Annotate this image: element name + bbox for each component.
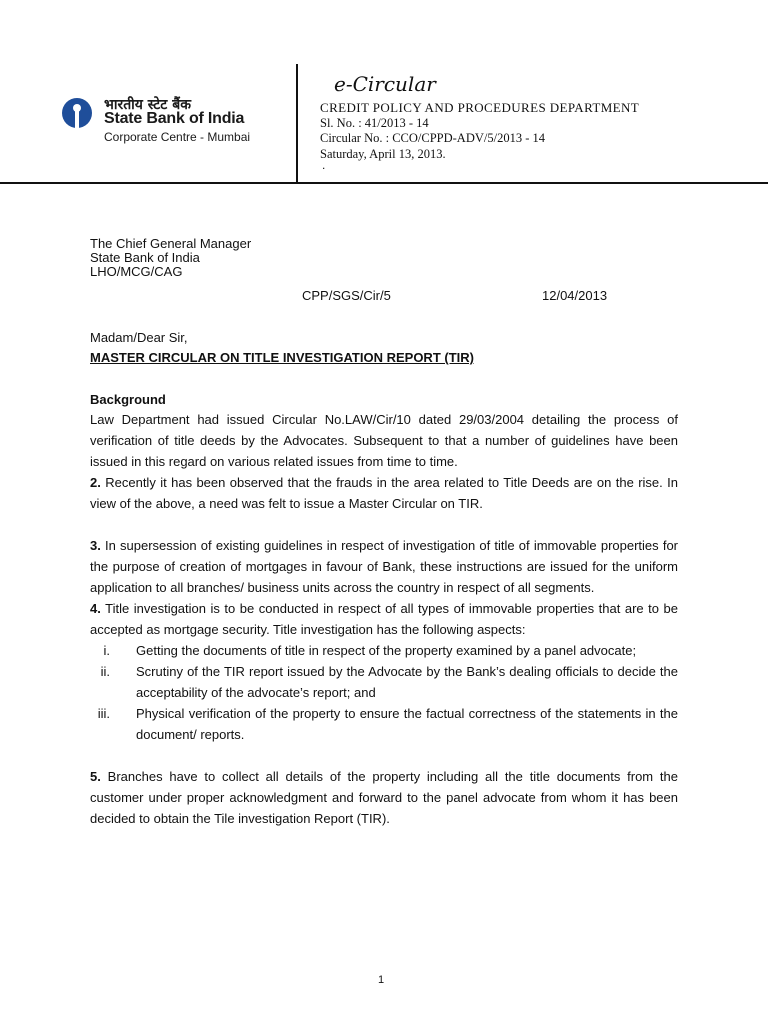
- logo-subtitle: Corporate Centre - Mumbai: [104, 130, 251, 144]
- salutation: Madam/Dear Sir,: [90, 330, 188, 345]
- paragraph-4: [90, 598, 678, 640]
- list-item: [90, 661, 678, 703]
- subject-heading: MASTER CIRCULAR ON TITLE INVESTIGATION REPORT (TIR): [90, 350, 474, 365]
- paragraph-5: [90, 766, 678, 829]
- list-item: [90, 640, 678, 661]
- paragraph-text: Recently it has been observed that the frauds in the area related to Title Deeds are on the rise. In view of the above, a need was felt to issue a Master Circular on TIR.: [90, 475, 678, 511]
- paragraph-number: 2.: [90, 475, 101, 490]
- background-heading: Background: [90, 392, 166, 407]
- reference-number: CPP/SGS/Cir/5: [302, 288, 391, 303]
- department-name: CREDIT POLICY AND PROCEDURES DEPARTMENT: [320, 100, 640, 115]
- list-item-text: Physical verification of the property to ensure the factual correctness of the statements in the document/ reports.: [136, 706, 678, 742]
- circular-date: Saturday, April 13, 2013.: [320, 146, 446, 161]
- paragraph-number: 3.: [90, 538, 101, 553]
- logo-bank-name: State Bank of India: [104, 110, 245, 127]
- paragraph-number: 4.: [90, 601, 101, 616]
- header-dot: .: [322, 158, 326, 172]
- page-number: 1: [378, 974, 385, 986]
- sbi-keyhole-icon: [62, 98, 92, 128]
- list-item-number: iii.: [97, 706, 110, 721]
- reference-date: 12/04/2013: [542, 288, 608, 303]
- aspects-list: [90, 640, 678, 745]
- paragraph-text: Branches have to collect all details of the property including all the title documents from the customer under proper acknowledgment and forward to the panel advocate from whom it has been decided to obtain the Tile investigation Report (TIR).: [90, 769, 678, 826]
- letterhead: [0, 0, 768, 184]
- serial-number: Sl. No. : 41/2013 - 14: [320, 115, 429, 130]
- list-item-text: Getting the documents of title in respect of the property examined by a panel advocate;: [136, 643, 637, 658]
- list-item-number: ii.: [100, 664, 110, 679]
- header-horizontal-divider: [0, 182, 768, 184]
- addressee-block: [90, 237, 678, 279]
- paragraph-text: In supersession of existing guidelines in respect of investigation of title of immovable properties for the purpose of creation of mortgages in favour of Bank, these instructions are issued for the uniform application to all branches/ business units across the country in respect of all segments.: [90, 538, 678, 595]
- addressee-line: The Chief General Manager: [90, 236, 252, 251]
- letter-body: [90, 236, 678, 826]
- circular-title: e-Circular: [334, 72, 436, 96]
- paragraph-2: [90, 472, 678, 514]
- header-vertical-divider: [296, 64, 298, 182]
- paragraph-number: 5.: [90, 769, 101, 784]
- paragraph-3: [90, 535, 678, 598]
- list-item-text: Scrutiny of the TIR report issued by the Advocate by the Bank’s dealing officials to decide the acceptability of the advocate’s report; and: [136, 664, 678, 700]
- addressee-line: LHO/MCG/CAG: [90, 264, 183, 279]
- logo-hindi-text: भारतीय स्टेट बैंक: [104, 97, 191, 113]
- paragraph-1: Law Department had issued Circular No.LAW/Cir/10 dated 29/03/2004 detailing the process of verification of title deeds by the Advocates. Subsequent to that a number of guidelines have been issued in this regard on various related issues from time to time.: [90, 412, 678, 469]
- list-item: [90, 703, 678, 745]
- circular-text: [90, 409, 678, 829]
- list-item-number: i.: [103, 643, 110, 658]
- circular-details: [320, 100, 639, 162]
- addressee-line: State Bank of India: [90, 250, 200, 265]
- circular-number: Circular No. : CCO/CPPD-ADV/5/2013 - 14: [320, 131, 545, 145]
- sbi-logo: [62, 96, 282, 146]
- reference-line: [302, 288, 678, 303]
- paragraph-text: Title investigation is to be conducted in respect of all types of immovable properties that are to be accepted as mortgage security. Title investigation has the following aspects:: [90, 601, 678, 637]
